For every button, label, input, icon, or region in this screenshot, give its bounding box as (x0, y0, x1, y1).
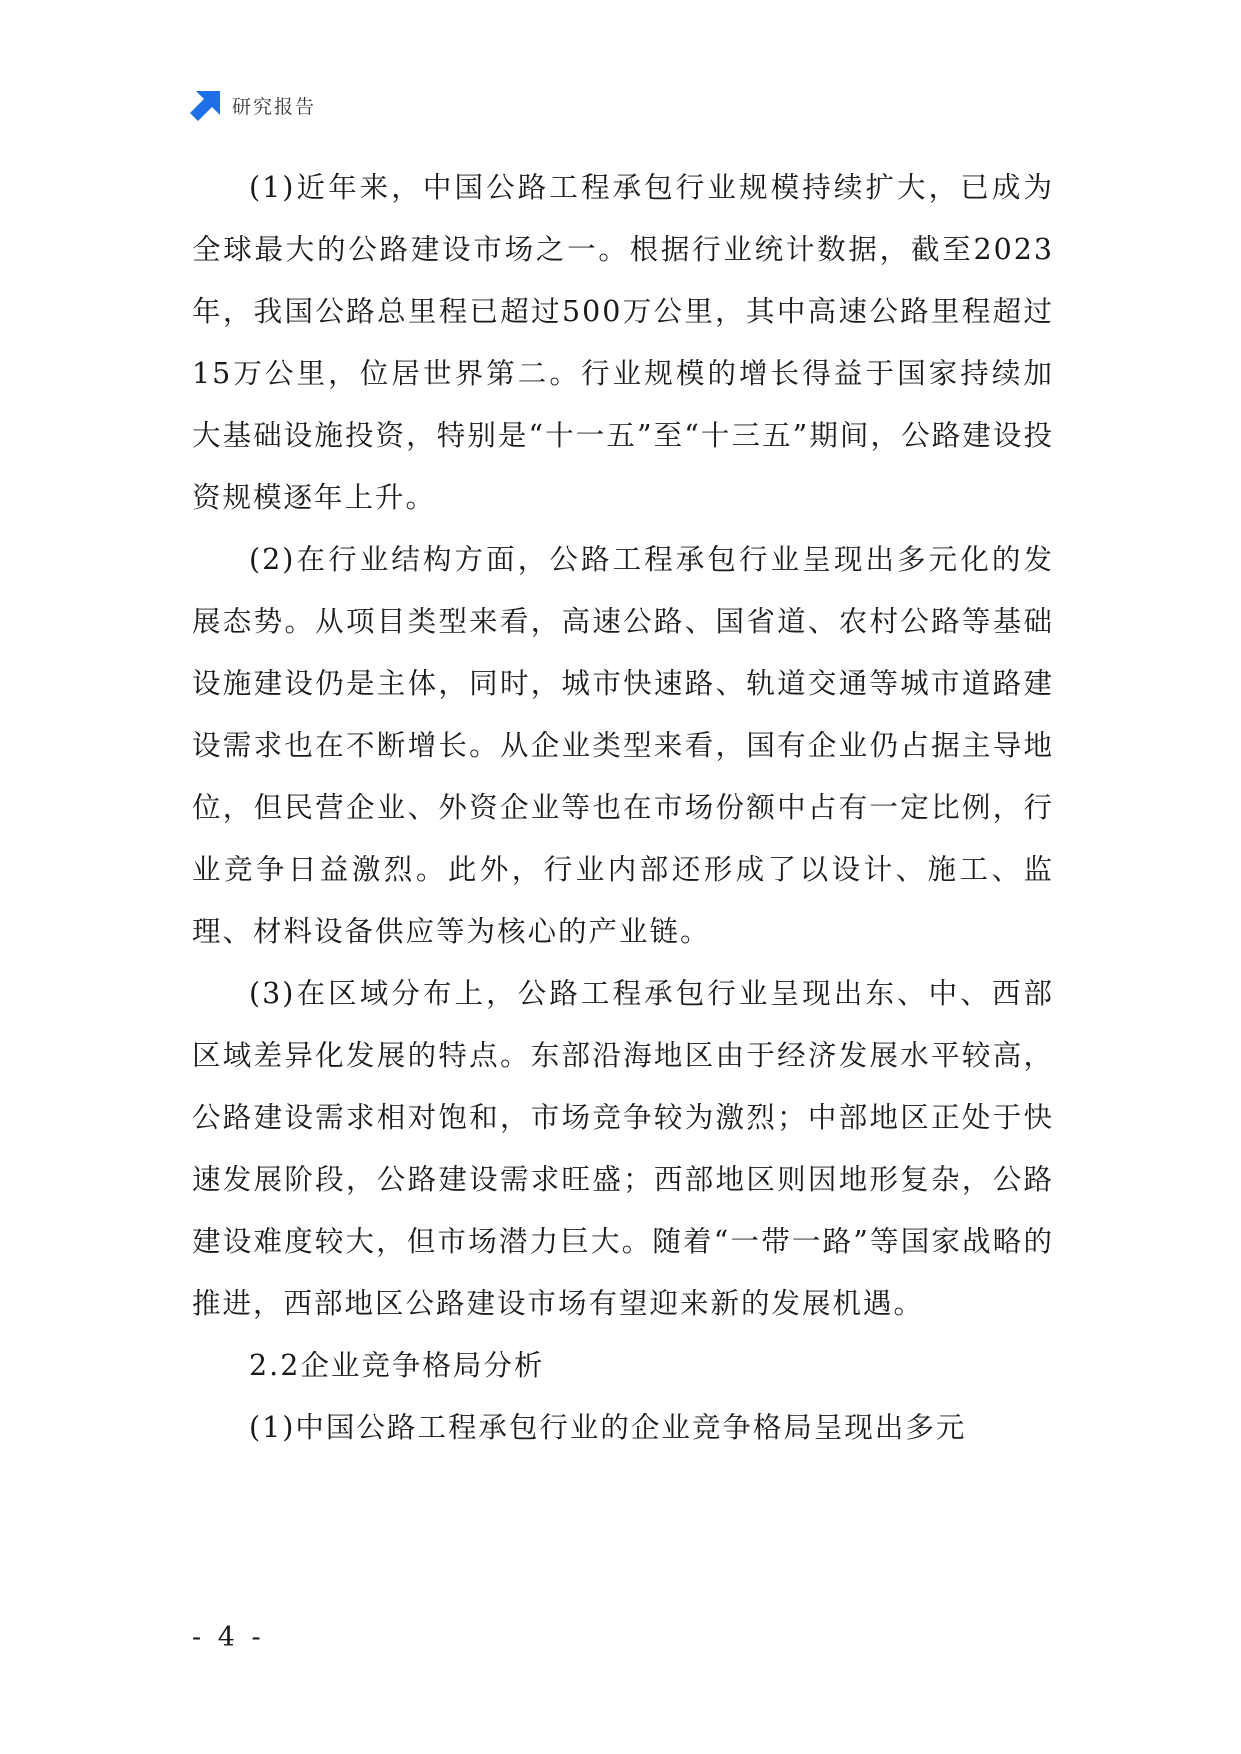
header-title: 研究报告 (232, 95, 317, 118)
page-number: - 4 - (192, 1622, 265, 1653)
paragraph-regional-distribution: (3)在区域分布上，公路工程承包行业呈现出东、中、西部区域差异化发展的特点。东部沿海地区由于经济发展水平较高，公路建设需求相对饱和，市场竞争较为激烈；中部地区正处于快速发展阶段，公路建设需求旺盛；西部地区则因地形复杂，公路建设难度较大，但市场潜力巨大。随着“一带一路”等国家战略的推进，西部地区公路建设市场有望迎来新的发展机遇。 (192, 977, 1054, 1320)
arrow-up-right-icon (190, 89, 222, 121)
paragraph-industry-structure: (2)在行业结构方面，公路工程承包行业呈现出多元化的发展态势。从项目类型来看，高速公路、国省道、农村公路等基础设施建设仍是主体，同时，城市快速路、轨道交通等城市道路建设需求也在不断增长。从企业类型来看，国有企业仍占据主导地位，但民营企业、外资企业等也在市场份额中占有一定比例，行业竞争日益激烈。此外，行业内部还形成了以设计、施工、监理、材料设备供应等为核心的产业链。 (192, 543, 1054, 948)
document-body (192, 157, 1054, 1459)
page-header (190, 88, 316, 122)
section-heading: 2.2企业竞争格局分析 (249, 1349, 545, 1382)
paragraph-industry-scale: (1)近年来，中国公路工程承包行业规模持续扩大，已成为全球最大的公路建设市场之一。根据行业统计数据，截至2023年，我国公路总里程已超过500万公里，其中高速公路里程超过15万公里，位居世界第二。行业规模的增长得益于国家持续加大基础设施投资，特别是“十一五”至“十三五”期间，公路建设投资规模逐年上升。 (192, 171, 1054, 514)
paragraph-competition-start: (1)中国公路工程承包行业的企业竞争格局呈现出多元 (249, 1411, 967, 1444)
